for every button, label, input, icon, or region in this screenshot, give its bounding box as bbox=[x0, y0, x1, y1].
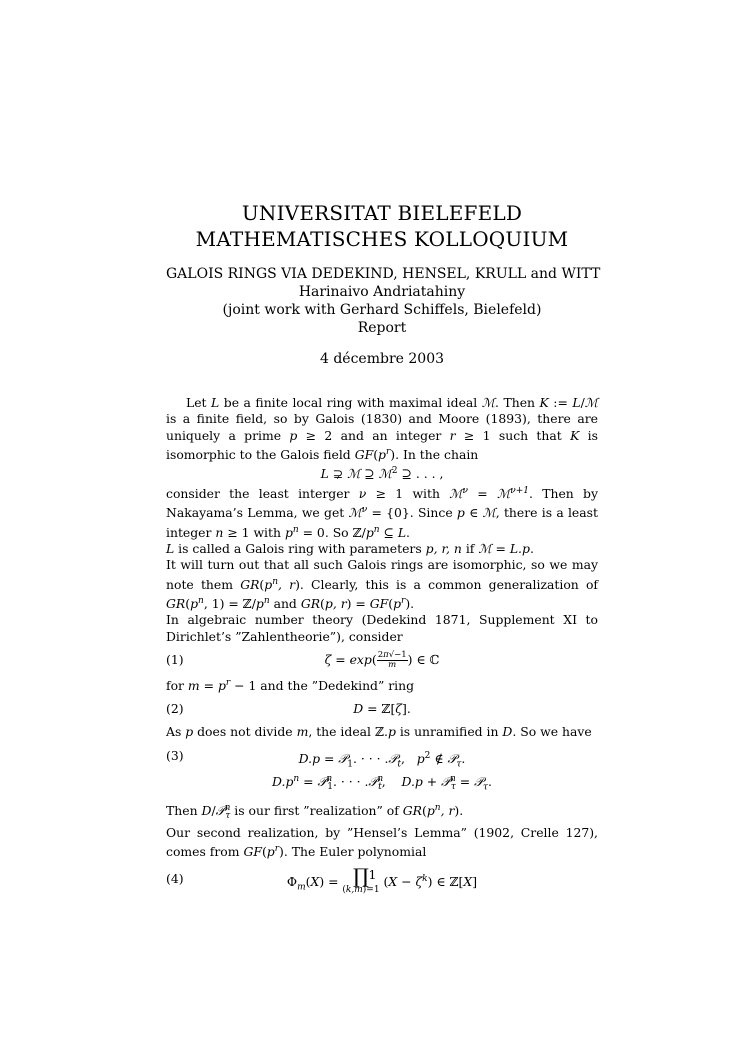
page-body bbox=[166, 200, 601, 898]
chain-display: L ⊋ ℳ ⊇ ℳ$^2$ ⊇ . . . , bbox=[320, 466, 444, 482]
paragraph-second-realization: Our second realization, by ”Hensel’s Lemma” (1902, Crelle 127), comes from $GF(p^r)$. The Euler polynomial bbox=[166, 824, 598, 859]
equation-number: (1) bbox=[166, 652, 184, 668]
equation-1: (1) ζ = exp( $\frac{2\pi√-1}{m}$ ) ∈ ℂ bbox=[166, 647, 598, 673]
paragraph-dedekind-ring: for $m = p^r - 1$ and the ”Dedekind” ring bbox=[166, 678, 415, 694]
equation-number: (3) bbox=[166, 747, 184, 763]
document-type: Report bbox=[357, 320, 407, 336]
equation-3: (3) D.p = 𝒫$_1$. · · · .𝒫$_t$, $p^2$ ∉ 𝒫$_\tau$. bbox=[166, 743, 598, 769]
paragraph-first-realization: Then D/𝒫$^n_\tau$ is our first ”realization” of $GR(p^n$, r). bbox=[166, 802, 464, 822]
colloquium-name: MATHEMATISCHES KOLLOQUIUM bbox=[195, 227, 569, 251]
author-name: Harinaivo Andriatahiny bbox=[298, 284, 466, 300]
paragraph-unramified: As p does not divide m, the ideal ℤ.p is unramified in D. So we have bbox=[166, 724, 592, 740]
collaboration-note: (joint work with Gerhard Schiffels, Bielefeld) bbox=[222, 302, 542, 318]
document-date: 4 décembre 2003 bbox=[319, 351, 445, 367]
paragraph-isomorphic: It will turn out that all such Galois rings are isomorphic, so we may note them $GR(p^n$, r). Clearly, this is a common generalization of $GR(p^n$, $1) = ℤ/p^n$ and GR(p, $r) = GF(p^r)$. bbox=[166, 557, 599, 612]
paragraph-intro: Let L be a finite local ring with maximal ideal ℳ. Then K := L/ℳ is a finite field, so by Galois (1830) and Moore (1893), there are uniquely a prime p ≥ 2 and an integer r ≥ 1 such that K is isomorphic to the Galois field $GF(p^r)$. In the chain bbox=[166, 395, 599, 463]
paragraph-algebraic: In algebraic number theory (Dedekind 1871, Supplement XI to Dirichlet’s ”Zahlentheorie”), consider bbox=[166, 612, 598, 644]
institution-name: UNIVERSITAT BIELEFELD bbox=[241, 201, 523, 225]
equation-3-continued: $D.p^n$ = 𝒫$^n_1$. · · · .𝒫$^n_t$, D.p + 𝒫$^n_\tau$ = 𝒫$_\tau$. bbox=[272, 773, 492, 793]
title-block bbox=[166, 265, 601, 337]
paragraph-nakayama: consider the least interger ν ≥ 1 with ℳ$^\nu$ = ℳ$^{\nu+1}$. Then by Nakayama’s Lemma, we get ℳ$^\nu$ = {0}. Since p ∈ ℳ, there is a least integer n ≥ 1 with $p^n = 0$. So $ℤ/p^n$ ⊆ L. bbox=[166, 485, 598, 540]
equation-4: (4) $\Phi_m(X)$ = ∏ (k,m)=1 $(X - \zeta^k)$ ∈ ℤ[X] bbox=[166, 863, 478, 895]
paragraph-definition: L is called a Galois ring with parameters p, r, n if ℳ = L.p. bbox=[166, 541, 534, 556]
equation-number: (4) bbox=[166, 871, 184, 887]
equation-2: (2) D = ℤ[ζ]. bbox=[166, 696, 598, 722]
equation-number: (2) bbox=[166, 701, 184, 717]
talk-title: GALOIS RINGS VIA DEDEKIND, HENSEL, KRULL and WITT bbox=[166, 266, 601, 282]
page-number: 1 bbox=[368, 867, 377, 882]
main-text bbox=[166, 395, 598, 896]
institution-header bbox=[166, 200, 598, 252]
